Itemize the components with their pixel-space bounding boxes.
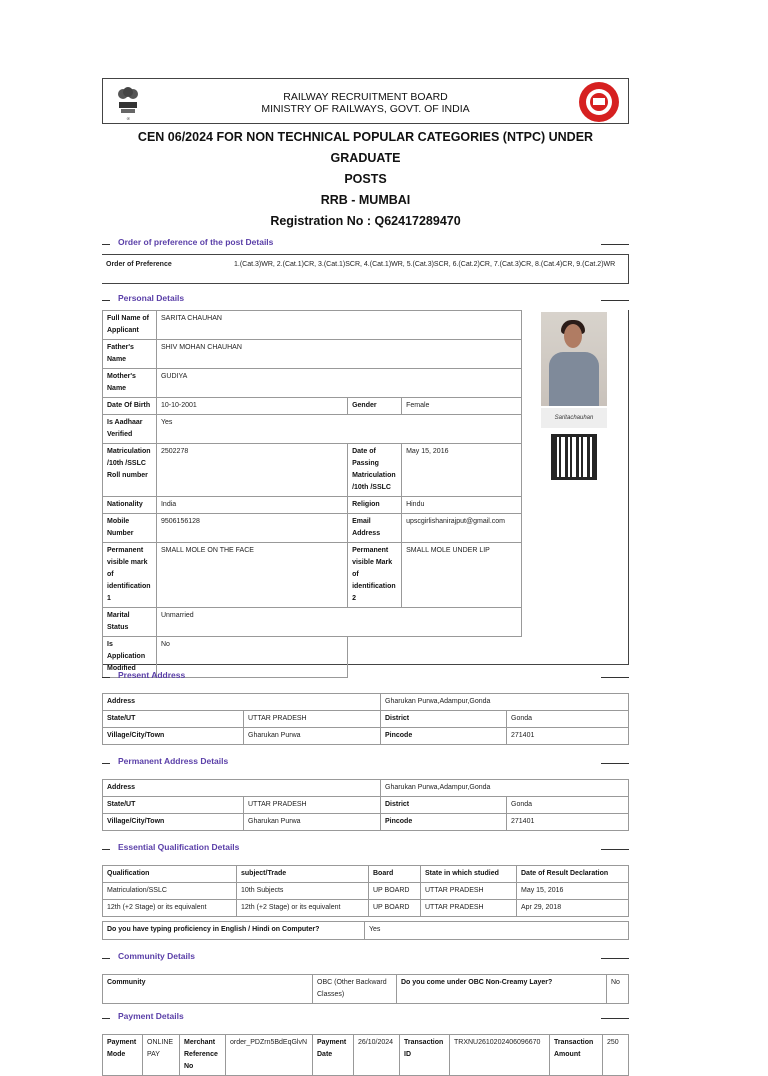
transaction-id-label: Transaction ID (400, 1035, 450, 1076)
nationality-label: Nationality (103, 497, 157, 514)
registration-number: Registration No : Q62417289470 (270, 214, 461, 228)
community-value: OBC (Other Backward Classes) (313, 975, 397, 1004)
matric-roll-value: 2502278 (156, 444, 347, 497)
personal-details-table (102, 310, 522, 678)
marital-value: Unmarried (156, 608, 521, 637)
full-name-value: SARITA CHAUHAN (156, 311, 521, 340)
transaction-amount-label: Transaction Amount (550, 1035, 603, 1076)
gender-label: Gender (348, 398, 402, 415)
present-village-value: Gharukan Purwa (244, 728, 381, 745)
board-name: RAILWAY RECRUITMENT BOARD (283, 91, 448, 103)
email-label: Email Address (348, 514, 402, 543)
state-cell: UTTAR PRADESH (421, 883, 517, 900)
qualification-cell: 12th (+2 Stage) or its equivalent (103, 900, 237, 917)
preference-label: Order of Preference (106, 261, 172, 268)
title-line-2: POSTS (344, 172, 387, 186)
payment-date-value: 26/10/2024 (354, 1035, 400, 1076)
community-section-heading: Community Details (102, 950, 629, 968)
modified-value: No (156, 637, 347, 678)
state-col-header: State in which studied (421, 866, 517, 883)
payment-mode-value: ONLINE PAY (143, 1035, 180, 1076)
creamy-layer-label: Do you come under OBC Non-Creamy Layer? (397, 975, 607, 1004)
permanent-state-value: UTTAR PRADESH (244, 797, 381, 814)
permanent-address-table (102, 779, 629, 831)
payment-section-heading: Payment Details (102, 1010, 629, 1028)
mobile-label: Mobile Number (103, 514, 157, 543)
applicant-signature: Saritachauhan (541, 408, 607, 428)
passing-date-value: May 15, 2016 (402, 444, 522, 497)
result-date-cell: Apr 29, 2018 (517, 900, 629, 917)
preference-section-heading: Order of preference of the post Details (102, 236, 629, 254)
typing-table (102, 921, 629, 940)
board-cell: UP BOARD (369, 883, 421, 900)
mark2-value: SMALL MOLE UNDER LIP (402, 543, 522, 608)
subject-col-header: subject/Trade (237, 866, 369, 883)
table-row (103, 883, 629, 900)
aadhaar-label: Is Aadhaar Verified (103, 415, 157, 444)
dob-label: Date Of Birth (103, 398, 157, 415)
permanent-pincode-value: 271401 (507, 814, 629, 831)
result-date-col-header: Date of Result Declaration (517, 866, 629, 883)
present-address-section-heading: Present Address (102, 669, 629, 687)
nationality-value: India (156, 497, 347, 514)
present-address-table (102, 693, 629, 745)
permanent-village-label: Village/City/Town (103, 814, 244, 831)
qualification-header-row (103, 866, 629, 883)
mark1-value: SMALL MOLE ON THE FACE (156, 543, 347, 608)
permanent-district-value: Gonda (507, 797, 629, 814)
typing-value: Yes (365, 922, 629, 940)
marital-label: Marital Status (103, 608, 157, 637)
table-row (103, 900, 629, 917)
board-col-header: Board (369, 866, 421, 883)
mark2-label: Permanent visible Mark of identification 2 (348, 543, 402, 608)
indian-railways-logo-icon (578, 81, 620, 123)
qualification-cell: Matriculation/SSLC (103, 883, 237, 900)
religion-value: Hindu (402, 497, 522, 514)
dob-value: 10-10-2001 (156, 398, 347, 415)
svg-text:अ: अ (126, 116, 130, 121)
rrb-name: RRB - MUMBAI (320, 193, 411, 207)
preference-value: 1.(Cat.3)WR, 2.(Cat.1)CR, 3.(Cat.1)SCR, 4.(Cat.1)WR, 5.(Cat.3)SCR, 6.(Cat.2)CR, 7.(Cat.3)CR, 8.(Cat.4)CR, 9.(Cat.2)WR (234, 261, 616, 268)
gender-value: Female (402, 398, 522, 415)
permanent-state-label: State/UT (103, 797, 244, 814)
transaction-id-value: TRXNU2610202406096670 (450, 1035, 550, 1076)
permanent-village-value: Gharukan Purwa (244, 814, 381, 831)
qualification-table (102, 865, 629, 917)
matric-roll-label: Matriculation /10th /SSLC Roll number (103, 444, 157, 497)
permanent-address-label: Address (103, 780, 381, 797)
present-district-value: Gonda (507, 711, 629, 728)
permanent-district-label: District (381, 797, 507, 814)
state-cell: UTTAR PRADESH (421, 900, 517, 917)
merchant-ref-value: order_PDZrn5BdEqGlvN (226, 1035, 313, 1076)
religion-label: Religion (348, 497, 402, 514)
father-name-value: SHIV MOHAN CHAUHAN (156, 340, 521, 369)
typing-label: Do you have typing proficiency in English / Hindi on Computer? (103, 922, 365, 940)
mother-name-value: GUDIYA (156, 369, 521, 398)
mark1-label: Permanent visible mark of identification 1 (103, 543, 157, 608)
present-address-label: Address (103, 694, 381, 711)
passing-date-label: Date of Passing Matriculation /10th /SSLC (348, 444, 402, 497)
present-district-label: District (381, 711, 507, 728)
aadhaar-value: Yes (156, 415, 521, 444)
email-value: upscgirlishanirajput@gmail.com (402, 514, 522, 543)
preference-box (102, 254, 629, 284)
subject-cell: 10th Subjects (237, 883, 369, 900)
father-name-label: Father's Name (103, 340, 157, 369)
present-state-value: UTTAR PRADESH (244, 711, 381, 728)
community-label: Community (103, 975, 313, 1004)
present-pincode-value: 271401 (507, 728, 629, 745)
full-name-label: Full Name of Applicant (103, 311, 157, 340)
notice-title (102, 127, 629, 232)
personal-details-box (102, 310, 629, 672)
present-state-label: State/UT (103, 711, 244, 728)
payment-mode-label: Payment Mode (103, 1035, 143, 1076)
payment-table (102, 1034, 629, 1076)
ministry-name: MINISTRY OF RAILWAYS, GOVT. OF INDIA (261, 103, 470, 115)
community-table (102, 974, 629, 1004)
modified-label: Is Application Modified (103, 637, 157, 678)
qr-code-icon (551, 434, 597, 480)
permanent-address-value: Gharukan Purwa,Adampur,Gonda (381, 780, 629, 797)
document-header (102, 78, 629, 124)
present-address-value: Gharukan Purwa,Adampur,Gonda (381, 694, 629, 711)
permanent-address-section-heading: Permanent Address Details (102, 755, 629, 773)
transaction-amount-value: 250 (603, 1035, 629, 1076)
mother-name-label: Mother's Name (103, 369, 157, 398)
merchant-ref-label: Merchant Reference No (180, 1035, 226, 1076)
result-date-cell: May 15, 2016 (517, 883, 629, 900)
board-cell: UP BOARD (369, 900, 421, 917)
subject-cell: 12th (+2 Stage) or its equivalent (237, 900, 369, 917)
qualification-col-header: Qualification (103, 866, 237, 883)
payment-date-label: Payment Date (313, 1035, 354, 1076)
present-village-label: Village/City/Town (103, 728, 244, 745)
personal-section-heading: Personal Details (102, 292, 629, 310)
title-line-1: CEN 06/2024 FOR NON TECHNICAL POPULAR CATEGORIES (NTPC) UNDER GRADUATE (137, 130, 594, 165)
application-page (102, 78, 629, 1076)
permanent-pincode-label: Pincode (381, 814, 507, 831)
applicant-photo (541, 312, 607, 406)
present-pincode-label: Pincode (381, 728, 507, 745)
mobile-value: 9506156128 (156, 514, 347, 543)
creamy-layer-value: No (607, 975, 629, 1004)
qualification-section-heading: Essential Qualification Details (102, 841, 629, 859)
